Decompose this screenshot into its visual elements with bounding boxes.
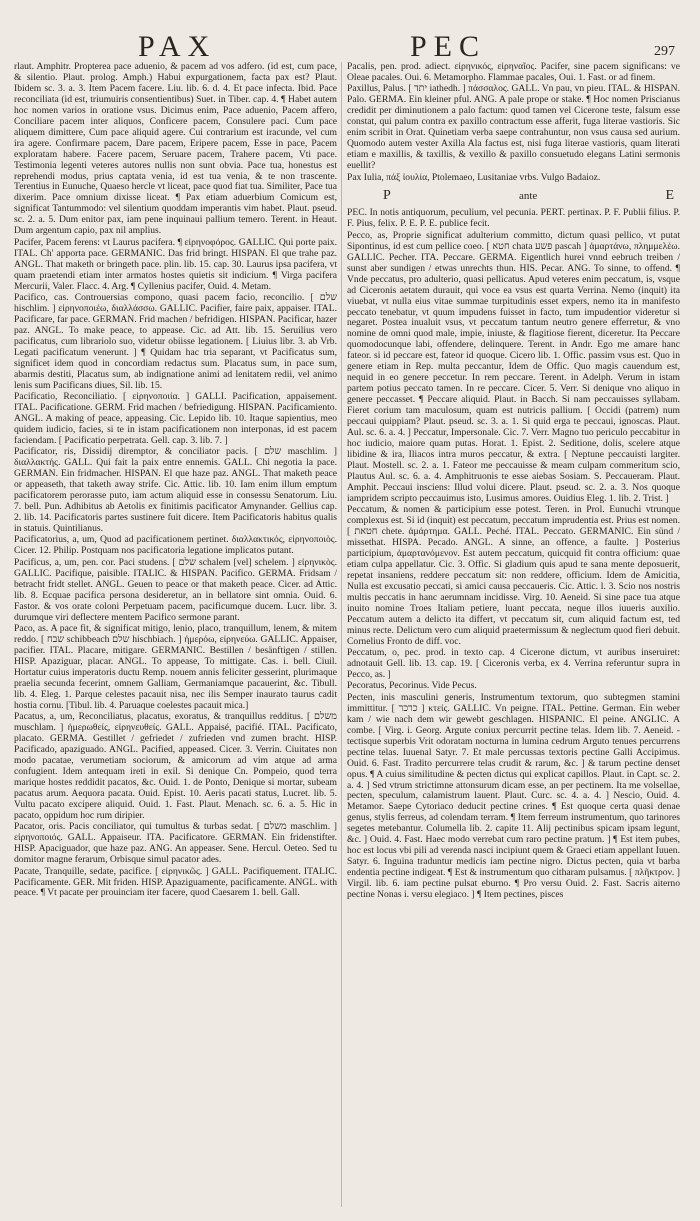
entry-pacificus: Pacificus, a, um, pen. cor. Paci studens. [ שלם schalem [vel] schelem. ] εἰρηνικὸς. GALLIC. Pacifique, paisible. ITALIC. & HISPAN. Pacifico. GERMA. Fridsam / betracht fridt stellet. ANGL. Geuen to peace or that maketh peace. Cicer. ad Attic. lib. 8. Ecquae pacifica persona desideretur, an in bellatore sint omnia. Ouid. 6. Fastor. & vos orate coloni Perpetuam pacem, pacificumque ducem. Lucr. libr. 3. durumque viri deflectere mentem Pacifico sermone parant. [14, 556, 337, 623]
entry-pecoratus: Pecoratus, Pecorinus. Vide Pecus. [347, 680, 477, 692]
section-letter-left: P [383, 188, 391, 204]
left-column [14, 62, 337, 1212]
entry-pacificatorius: Pacificatorius, a, um, Quod ad pacificationem pertinet. διαλλακτικός, εἰρηνοποιὸς. Cicer. 12. Philip. Postquam nos pacificatoria legatione implicatos putant. [14, 534, 337, 557]
entry-pax: rlaut. Amphitr. Propterea pace aduenio, & pacem ad vos adfero. (id est, cum pace, & silentio. Plaut. prolog. Amph.) Habui expurgationem, facta pax est? Plaut. Ibidem sc. 3. a. 3. Item Pacem facere. Liu. lib. 6. d. 4. Et pace infecta. Ibid. Pace reconciliata (id est, triumuiris consentientibus) Suet. in Tiber. cap. 4. ¶ Habet autem hoc nomen varios in oratione vsus. Dicimus enim, Pace aduenio, Pacem affero, Conciliare pacem inter aliquos, Conficere pacem, Consulere paci. Cum pace aliquem dimittere, Cum pace aliquid agere. Cui contrarium est iracunde, vel cum ira agere. Confirmare pacem, Dare pacem, Eripere pacem, Esse in pace, Pacem exploratam habere. Facere pacem, Seruare pacem, Trahere pacem, Vti pace. Testimonia legenti veteres autores nullis non sunt obvia. Pace tua, honestus est reprehendi modus, prius captata venia, id est tua venia, & te non trascente. Terentius in Eunuche, Quaeso hercle vt liceat, pace quod fiat tua. Similiter, Pace tua dixerim. Pace omnium dixisse liceat. ¶ Pax etiam aduerbium Comicum est, significat Tantummodo: vel silentium quoddam imperantis vim habet. Plaut. pseud. sc. 2. a. 5. Dum enitor pax, iam pene inquinaui pallium temero. Terent. in Heaut. Dum argentum capio, pax nil amplius. [14, 62, 337, 237]
column-rule [341, 62, 342, 1207]
entry-paco: Paco, as. A pace fit, & significat mitigo, lenio, placo, tranquillum, lenem, & mitem reddo. [ שבח schibbeach שלם hischbiach. ] ἡμερόω, εἰρηνεύω. GALLIC. Appaiser, pacifier. ITAL. Placare, mitigare. GERMANIC. Bestillen / besänftigen / stillen. HISP. Apaziguar, placar. ANGL. To appease, To mittigate. Cas. i. bell. Ciuil. Hortatur cuius imperatoris ductu Remp. nouem annis feliciter gesserint, plurimaque praelia secunda fecerint, omnem Galliam, Germaniamque pacauerint, &c. Tibull. lib. 4. Eleg. 1. Parque celestes pacauit nisa, nec ilis Semper inaurato taurus cadit hostia cornu. [Tibul. lib. 4. Paruaque coelestes pacauit mica.] [14, 623, 337, 711]
section-word: ante [518, 190, 538, 203]
entry-pec: PEC. In notis antiquorum, peculium, vel pecunia. PERT. pertinax. P. F. Publii filius. P. F. Pius, felix. P. E. P. E. publice fecit. [347, 207, 680, 230]
entry-pacifer: Pacifer, Pacem ferens: vt Laurus pacifera. ¶ εἰρηνοφόρος. GALLIC. Qui porte paix. ITAL. Ch' apporta pace. GERMANIC. Das frid bringt. HISPAN. El que trahe paz. ANGL. That maketh or bringeth pace. plin. lib. 15. cap. 30. Laurus ipsa pacifera, vt quam praetendi etiam inter armatos hostes quietis sit indicium. ¶ Virga pacifera Mercurii, Valer. Flacc. 4. Arg. ¶ Cyllenius pacifer, Ouid. 4. Metam. [14, 236, 337, 292]
entry-pacator: Pacator, oris. Pacis conciliator, qui tumultus & turbas sedat. [ משלם maschlim. ] εἰρηνοποιός. GALL. Appaiseur. ITA. Pacificatore. GERMAN. Ein fridenstifter. HISP. Apaciguador, que haze paz. ANG. An appeaser. Sene. Hercul. Oeteo. Sed tu domitor magne ferarum, Orbisque simul pacator ades. [14, 821, 337, 866]
entry-pax-iulia: Pax Iulia, πάξ ἰουλία, Ptolemaeo, Lusitaniae vrbs. Vulgo Badaioz. [347, 171, 601, 183]
entry-peccatum: Peccatum, & nomen & participium esse potest. Teren. in Prol. Eunuchi vtrunque complexus est. Si id (inquit) est peccatum, peccatum imprudentia est. Prius est nomen. [ חטאת chete. ἁμάρτημα. GALL. Peché. ITAL. Peccato. GERMANIC. Ein sünd / missethat. HISPA. Pecado. ANGL. A sinne, an offence, a faulte. ] Posterius participium, ἁμαρτανόμενον. Est autem peccatum, quicquid fit contra officium: quae etiam culpa appellatur. Cic. 3. Offic. Si gladium quis apud te sana mente deposuerit, repetat insaniens, reddere peccatum sit: non reddere, officium. Idem de Amicitia, Nulla est excusatio peccati, si amici causa peccaueris. Cic. Attic. l. 3. Scio nos nostris multis peccatis in hanc aerumnam incidisse. Virg. 10. Aeneid. Si sine pace tua atque inuito nomine Troes Italiam petiere, luant peccata, neque illos iuueris auxilio. Peccatum autem a delicto ita differt, vt peccatum sit, cum aliquid factum est, ted minus recte. Delictum vero cum aliquid praetermissum & neglectum quod fieri debuit. Cornelius Fronto de diff. voc. [347, 504, 680, 647]
section-letter-right: E [665, 188, 674, 204]
entry-peccatum-2: Peccatum, o, pec. prod. in texto cap. 4 Cicerone dictum, vt auribus inseruiret: adnotauit Gell. lib. 13. cap. 19. [ Ciceronis verba, ex 4. Verrina referuntur supra in Pecco, as. ] [347, 647, 680, 680]
entry-pacalis: Pacalis, pen. prod. adiect. εἰρηνικός, εἰρηναῖος. Pacifer, sine pacem significans: ve Oleae pacales. Oui. 6. Metamorpho. Flammae pacales, Oui. 1. Fast. or ad finem. [347, 62, 680, 83]
entry-pacatus: Pacatus, a, um, Reconciliatus, placatus, exoratus, & tranquillus redditus. [ משלם muschlam. ] ἡμερωθείς, εἰρηνευθείς. GALL. Appaisé, pacifié. ITAL. Pacificato, placato. GERMA. Gestillet / gefriedet / zufrieden vnd zumen bracht. HISP. Pacificado, apaziguado. ANGL. Pacified, appeased. Cicer. 3. Verrin. Ciuitates non modo pacatae, verumetiam sociorum, & amicorum ad vim atque ad arma confugient. Idem antequam ireti in exil. Si denique Cn. Pompeio, quod terra marique hostes reddidit pacatos, &c. Ouid. 1. de Ponto, Denique si mortar, subeam pacatus arum. Aequora pacata. Ouid. Epist. 10. Aeris pacati status, Lucret. lib. 5. Vultu pacato excipere aliquid. Ouid. 1. Fast. Plaut. Menach. sc. 6. a. 5. Hic in pacato, oppidum hoc rum diripier. [14, 711, 337, 821]
section-divider [347, 188, 680, 204]
entry-pacifico: Pacifico, cas. Controuersias compono, quasi pacem facio, reconcilio. [ שלם hischlim. ] εἰρηνοποιέω, διαλλάσσω. GALLIC. Pacifier, faire paix, appaiser. ITAL. Pacificare, far pace. GERMAN. Frid machen / befridigen. HISPAN. Pacificar, hazer paz. ANGL. To make peace, to appease. Cic. ad Att. lib. 15. Seruilius vero pacificatus, cum librariolo suo, videtur obiisse legationem. [ Liuius libr. 3. ab Vrb. Legati pacificatum venerunt. ] ¶ Quidam hac tria separant, vt Pacificatus sum, significet idem quod in concordiam redactus sum. Placatus sum, in pace sum, abarmis destiti, Placatus sum, ab indignatione animi ad lenitatem redii, vel animo lenis sum Pacificans diues, Sil. lib. 15. [14, 292, 337, 391]
entry-paxillus: Paxillus, Palus. [ יתד iathedh. ] πάσσαλος. GALL. Vn pau, vn pieu. ITAL. & HISPAN. Palo. GERMA. Ein kleiner pful. ANG. A pale prope or stake. ¶ Hoc nomen Priscianus credidit per diminutionem a palo factum: quod tamen vel Cicerone teste, falsum esse constat, qui palum contra ex paxillo contractum esse afferit, fuga literae vastioris. Sic enim scribit in Orat. Quinetiam verba saepe contrahuntur, non vsus causa sed aurium. Quomodo autem vester Axilla Ala factus est, nisi fuga literae vastioris, quam literati etiam e maxillis, & taxillis, & vexillo & paxillo consuetudo elegans Latini sermonis euellit? [347, 83, 680, 172]
page-number: 297 [654, 44, 675, 59]
entry-pecco: Pecco, as, Proprie significat adulterium committo, dictum quasi pellico, vt putat Sipontinus, id est cum pellice coeo. [ חטא chata פשע pascah ] ἁμαρτάνω, πλημμελέω. GALLIC. Pecher. ITA. Peccare. GERMA. Eigentlich hurei vnnd eebruch treiben / sunst aber sundigen / etwas unrechts thun. HIS. Pecar. ANG. To sinne, to offend. ¶ Vnde peccatus, pro adulterio, quasi pellicatus. Apud veteres enim peccatum, is, vsque ad Ciceronis aetatem durauit, qui voce ea vsus est quarta Verrina. Nemo (inquit) ita viuebat, vt nulla eius vitae summae turpitudinis esset expers, nemo ita in manifesto peccato tenebatur, vt quum impudens fuisset in facto, tum impudentior videretur si negaret. Postea inualuit vsus, vt peccatum tantum neutro genere efferretur, & vno nomine de omni quod male, impie, iniuste, & flagitiose fierent, diceretur. Ita Peccare quomodocunque labi, offendere, delinquere. Terent. in Andr. Ego me amare hanc fateor. si id peccare est, fateor id quoque. Cicero lib. 1. Offic. passim vsus est. Quo in genere etiam in Rep. multa peccantur, Idem de Offic. Quo magis cauendum est, nequid in eo genere peccetur. In rem peccare. Terent. in Adelph. Verum in istam partem potius peccato tamen. In re peccare. Cicer. 5. Verr. Si denique vno aliquo in genere peccasset. ¶ Peccare aliquid. Plaut. in Bacch. Si nam peccauisses syllabam. Fieret corium tam maculosum, quam est nutricis pallium. [ Occidi (patrem) num peccaui quippiam? Plaut. pseud. sc. 3. a. 1. Si quid erga te peccaui, ignoscas. Plaut. Aul. sc. 6. a. 4. ] Peccatur, Impersonale. Cic. 7. Verr. Magno tuo periculo peccabitur in hoc iudicio, maiore quam putas. Horat. 1. Epist. 2. Seditione, dolis, scelere atque libidine & ira, Iliacos intra muros peccatur, & extra. [ Neptune peccauisti largiter. Plaut. Mostell. sc. 2. a. 1. Fateor me peccauisse & meam culpam commeritum scio, Plautus Aul. sc. 6. a. 4. Amphitruonis te esse aiebas Sosiam. S. Peccaueram. Plaut. Amphit. Peccaui insciens: Illud volui dicere. Plaut. pseud. sc. 2. a. 3. Nos quoque iampridem scripto peccauimus isto, Lusimus amores. Ouidius Eleg. 1. lib. 2. Trist. ] [347, 229, 680, 504]
entry-pacificatio: Pacificatio, Reconciliatio. [ εἰρηνοποιία. ] GALLI. Pacification, appaisement. ITAL. Pacificatione. GERM. Frid machen / befriedigung. HISPAN. Pacificamiento. ANGL. A making of peace, appeasing. Cic. Lepido lib. 10. Itaque sapientius, meo quidem iudicio, facies, si te in istam pacificationem non interponas, id est pacem faciendam. [ Pacificatio perpetrata. Gell. cap. 3. lib. 7. ] [14, 391, 337, 446]
entry-pacificator: Pacificator, ris, Dissidij diremptor, & conciliator pacis. [ שלם maschlim. ] διαλλακτής. GALL. Qui fait la paix entre ennemis. GALL. Chi negotia la pace. GERMAN. Ein fridmacher. HISPAN. El que haze paz. ANGL. That maketh peace or appeaseth, that taketh away strife. Cic. Attic. lib. 10. Iam enim illum emptum pacificatorem perorasse puto, iam actum aliquid esse in consessu Senatorum. Liu. 7. bell. Pun. Adhibitus ab Aetolis ex finitimis pacificator Amynander. Gellius cap. 2. lib. 14. Pacificatoris partes sustinere fuit dicere. Item Pacificatoris habitus qualis in statuis. Quintilianus. [14, 446, 337, 535]
entry-pacate: Pacate, Tranquille, sedate, pacifice. [ εἰρηνικῶς. ] GALL. Pacifiquement. ITALIC. Pacificamente. GER. Mit friden. HISP. Apaziguamente, pacificamente. ANGL. with peace. ¶ Vt pacate per prouinciam iter facere, quod Caesarem 1. bell. Gall. [14, 865, 337, 899]
running-header-right: PEC [410, 30, 487, 63]
right-column [347, 62, 680, 1212]
running-header-left: PAX [138, 30, 217, 63]
entry-pecten: Pecten, inis masculini generis, Instrumentum textorum, quo subtegmen stamini immittitur. [ כרכר ] κτείς. GALLIC. Vn peigne. ITAL. Pettine. German. Ein weber kam / wie nach dem wir gewebt geschlagen. HISPANIC. El peine. ANGLIC. A combe. [ Virg. i. Georg. Argute coniux percurrit pectine telas. Idem lib. 7. Aeneid. -tectisque superbis Vrit odoratam nocturna in lumina cedrum Arguto tenues percurrens pectine telas. Iuuenal Satyr. 7. Et male percussas textoris pectine Galli Accipimus. Ouid. 6. Fast. Tradito percurrere telas crudit & rarum, &c. ] & tarum pectine denset opus. ¶ A cuius similitudine & pecten dictus qui explicat capillos. Plaut. in Capt. sc. 2. a. 4. ] Sed vtrum strictimne attonsurum dicam esse, an per pectinem. Ita me volsellae, pecten, speculum, calamistrum lauent. Plaut. Curc. sc. 4. a. 4. ] Nescio, Ouid. 4. Metamor. Saepe Cytoriaco deducit pectine crines. ¶ Est quoque certa quasi denae genus, stylis ferreus, ad colendam terram. ¶ Item ferreum instrumentum, quo tarinores segetes metebantur. Columella lib. 2. capite 11. Alij pectinibus spicam ipsam legunt, &c. ] Ouid. 4. Fast. Haec modo verrebat cum raro pectine pratum. ] ¶ Est item pubes, hoc est locus vbi pili ad verenda nasci incipiunt quem & Graeci etiam appellant Iuuen. Satyr. 6. Inguina traduntur medicis iam pectine nigro. Dictus pecten, quia vt barba endentia pectine indigeat. ¶ Est & instrumentum quo citharam pulsamus. [ πλῆκτρον. ] Virgil. lib. 6. iam pectine pulsat eburno. ¶ Pro versu Ouid. 2. Fast. Sacris aiterno pectine Nonas i. versu elegiaco. ] ¶ Item pectines, pisces [347, 691, 680, 901]
